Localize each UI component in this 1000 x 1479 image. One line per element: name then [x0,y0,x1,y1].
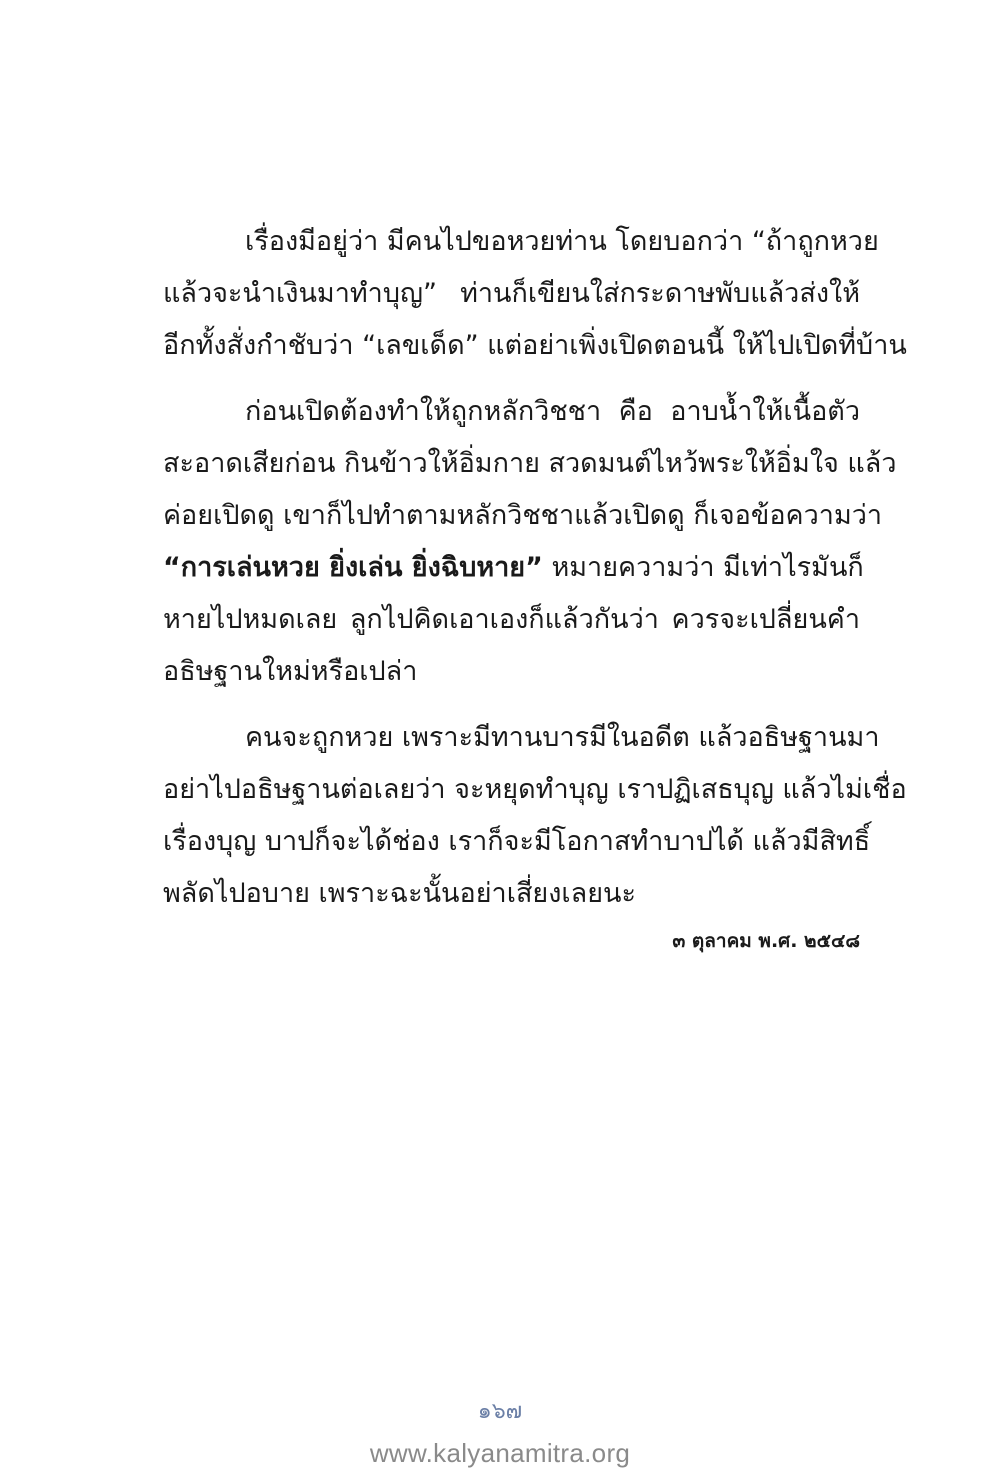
paragraph-3 [163,712,907,920]
paragraph-1 [163,216,907,372]
text-line: พลัดไปอบาย เพราะฉะนั้นอย่าเสี่ยงเลยนะ [163,878,636,909]
text-segment: หมายความว่า มีเท่าไรมันก็ [542,552,864,583]
text-line: สะอาดเสียก่อน กินข้าวให้อิ่มกาย สวดมนต์ไหว้พระให้อิ่มใจ แล้ว [163,448,897,479]
text-line: คนจะถูกหวย เพราะมีทานบารมีในอดีต แล้วอธิษฐานมา [245,722,880,753]
website-footer: www.kalyanamitra.org [369,1438,631,1468]
article-body [163,216,907,934]
paragraph-2 [163,386,897,698]
text-line: แล้วจะนำเงินมาทำบุญ” ท่านก็เขียนใส่กระดาษพับแล้วส่งให้ [163,278,860,309]
bold-quote: “การเล่นหวย ยิ่งเล่น ยิ่งฉิบหาย” [163,552,543,583]
text-line: ค่อยเปิดดู เขาก็ไปทำตามหลักวิชชาแล้วเปิดดู ก็เจอข้อความว่า [163,500,883,531]
date-signature: ๓ ตุลาคม พ.ศ. ๒๕๔๘ [672,930,860,952]
text-line: ก่อนเปิดต้องทำให้ถูกหลักวิชชา คือ อาบน้ำให้เนื้อตัว [245,396,860,427]
text-line: อย่าไปอธิษฐานต่อเลยว่า จะหยุดทำบุญ เราปฏิเสธบุญ แล้วไม่เชื่อ [163,774,907,805]
text-line: เรื่องมีอยู่ว่า มีคนไปขอหวยท่าน โดยบอกว่า “ถ้าถูกหวย [245,226,879,257]
text-line: เรื่องบุญ บาปก็จะได้ช่อง เราก็จะมีโอกาสทำบาปได้ แล้วมีสิทธิ์ [163,826,871,857]
text-line: อธิษฐานใหม่หรือเปล่า [163,656,418,687]
text-line: หายไปหมดเลย ลูกไปคิดเอาเองก็แล้วกันว่า ควรจะเปลี่ยนคำ [163,604,860,635]
page-number: ๑๖๗ [477,1399,523,1424]
text-line-with-quote [163,542,864,594]
text-line: อีกทั้งสั่งกำชับว่า “เลขเด็ด” แต่อย่าเพิ่งเปิดตอนนี้ ให้ไปเปิดที่บ้าน [163,330,907,361]
